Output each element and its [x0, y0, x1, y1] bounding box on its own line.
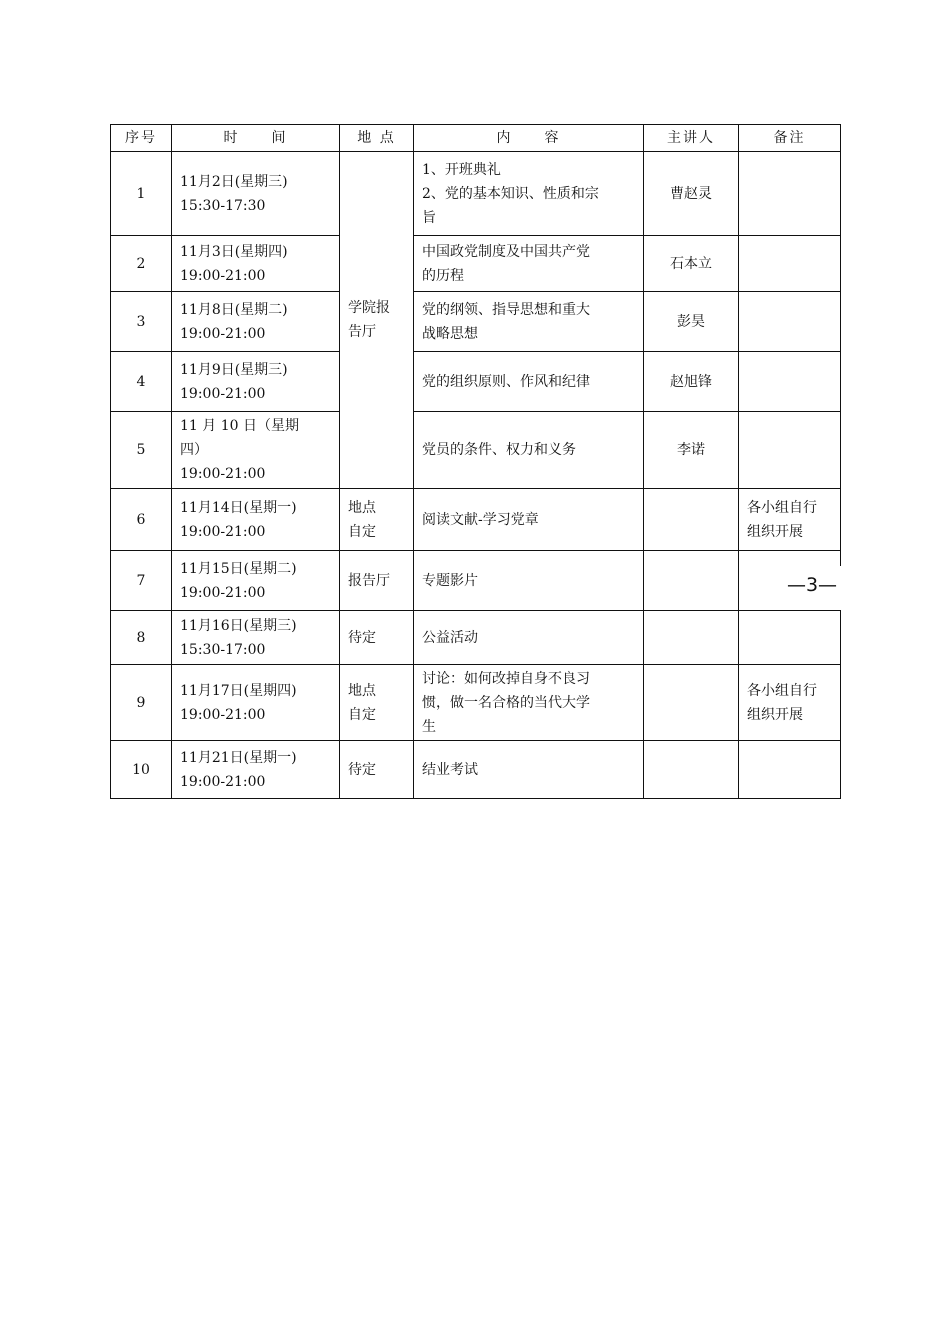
- table-row: [111, 236, 841, 292]
- date-text: 11月15日(星期二): [180, 560, 297, 577]
- note-text: 各小组自行: [747, 682, 817, 699]
- row-number: 8: [111, 611, 172, 665]
- venue-cell: [340, 489, 414, 551]
- time-text: 19:00-21:00: [180, 267, 266, 284]
- time-cell: [172, 412, 340, 489]
- time-text: 15:30-17:30: [180, 197, 266, 214]
- time-cell: [172, 611, 340, 665]
- content-cell: [414, 292, 644, 352]
- time-text: 19:00-21:00: [180, 773, 266, 790]
- date-text: 11月3日(星期四): [180, 243, 288, 260]
- speaker-cell: 李诺: [644, 412, 739, 489]
- content-text: 专题影片: [422, 572, 478, 589]
- date-text: 11月17日(星期四): [180, 682, 297, 699]
- header-cell: 序号: [111, 125, 172, 152]
- row-number: 9: [111, 665, 172, 741]
- venue-text: 报告厅: [348, 572, 390, 589]
- content-text: 党员的条件、权力和义务: [422, 442, 576, 458]
- row-number: 4: [111, 352, 172, 412]
- row-number: 2: [111, 236, 172, 292]
- content-cell: [414, 236, 644, 292]
- note-cell: [739, 352, 841, 412]
- venue-cell: [340, 611, 414, 665]
- time-cell: [172, 551, 340, 611]
- header-cell: 主讲人: [644, 125, 739, 152]
- speaker-cell: [644, 611, 739, 665]
- time-cell: [172, 152, 340, 236]
- venue-text: 地点: [348, 499, 376, 516]
- row-number: 3: [111, 292, 172, 352]
- row-number: 10: [111, 741, 172, 799]
- content-cell: [414, 551, 644, 611]
- content-cell: [414, 611, 644, 665]
- content-text: 1、开班典礼: [422, 161, 501, 178]
- content-text: 公益活动: [422, 629, 478, 646]
- venue-cell: [340, 741, 414, 799]
- content-text: 的历程: [422, 267, 464, 284]
- speaker-cell: 石本立: [644, 236, 739, 292]
- table-row: [111, 352, 841, 412]
- venue-text: 地点: [348, 682, 376, 699]
- time-cell: [172, 352, 340, 412]
- venue-text: 自定: [348, 706, 376, 723]
- speaker-cell: [644, 489, 739, 551]
- table-row: [111, 551, 841, 611]
- content-text: 讨论：如何改掉自身不良习: [422, 670, 590, 687]
- row-number: 5: [111, 412, 172, 489]
- time-cell: [172, 741, 340, 799]
- row-number: 6: [111, 489, 172, 551]
- schedule-table: [110, 124, 841, 799]
- venue-cell: [340, 551, 414, 611]
- table-row: [111, 665, 841, 741]
- row-number: 7: [111, 551, 172, 611]
- content-text: 惯，做一名合格的当代大学: [422, 694, 590, 711]
- content-text: 结业考试: [422, 761, 478, 778]
- content-cell: [414, 665, 644, 741]
- venue-text: 待定: [348, 761, 376, 778]
- header-row: [111, 125, 841, 152]
- header-cell: 地 点: [340, 125, 414, 152]
- time-text: 19:00-21:00: [180, 584, 266, 601]
- time-text: 19:00-21:00: [180, 385, 266, 402]
- content-cell: [414, 741, 644, 799]
- table-row: [111, 412, 841, 489]
- speaker-cell: [644, 665, 739, 741]
- note-cell: [739, 665, 841, 741]
- row-number: 1: [111, 152, 172, 236]
- note-text: 组织开展: [747, 523, 803, 540]
- content-cell: [414, 412, 644, 489]
- content-text: 阅读文献-学习党章: [422, 511, 539, 528]
- table-row: [111, 152, 841, 236]
- note-cell: [739, 489, 841, 551]
- content-text: 旨: [422, 209, 436, 226]
- venue-text: 自定: [348, 523, 376, 540]
- time-text: 19:00-21:00: [180, 706, 266, 723]
- content-cell: [414, 152, 644, 236]
- header-cell: 内 容: [414, 125, 644, 152]
- speaker-cell: 曹赵灵: [644, 152, 739, 236]
- note-text: 组织开展: [747, 706, 803, 723]
- note-cell: [739, 152, 841, 236]
- note-cell: [739, 611, 841, 665]
- date-text: 11 月 10 日（星期: [180, 418, 299, 434]
- note-cell: [739, 236, 841, 292]
- note-cell: [739, 412, 841, 489]
- venue-text: 告厅: [348, 324, 376, 340]
- speaker-cell: [644, 551, 739, 611]
- content-text: 党的纲领、指导思想和重大: [422, 301, 590, 318]
- time-cell: [172, 489, 340, 551]
- venue-text: 学院报: [348, 300, 390, 316]
- note-text: 各小组自行: [747, 499, 817, 516]
- speaker-cell: 赵旭锋: [644, 352, 739, 412]
- page-number: —3—: [772, 566, 852, 610]
- table-row: [111, 741, 841, 799]
- time-text: 19:00-21:00: [180, 325, 266, 342]
- content-cell: [414, 489, 644, 551]
- time-cell: [172, 292, 340, 352]
- header-cell: 备注: [739, 125, 841, 152]
- table-row: [111, 611, 841, 665]
- speaker-cell: 彭昊: [644, 292, 739, 352]
- venue-cell-merged: [340, 152, 414, 489]
- content-text: 党的组织原则、作风和纪律: [422, 373, 590, 390]
- date-text: 11月2日(星期三): [180, 173, 288, 190]
- date-text: 11月8日(星期二): [180, 301, 288, 318]
- date-text: 11月9日(星期三): [180, 361, 288, 378]
- time-text: 15:30-17:00: [180, 641, 266, 658]
- date-text: 11月16日(星期三): [180, 617, 297, 634]
- header-cell: 时 间: [172, 125, 340, 152]
- speaker-cell: [644, 741, 739, 799]
- time-text: 19:00-21:00: [180, 523, 266, 540]
- content-text: 2、党的基本知识、性质和宗: [422, 185, 599, 202]
- venue-cell: [340, 665, 414, 741]
- date-text: 11月21日(星期一): [180, 749, 297, 766]
- date-text: 11月14日(星期一): [180, 499, 297, 516]
- table-row: [111, 292, 841, 352]
- time-cell: [172, 665, 340, 741]
- venue-text: 待定: [348, 629, 376, 646]
- time-text: 19:00-21:00: [180, 466, 266, 482]
- table-row: [111, 489, 841, 551]
- time-cell: [172, 236, 340, 292]
- content-text: 战略思想: [422, 325, 478, 342]
- content-cell: [414, 352, 644, 412]
- note-cell: [739, 292, 841, 352]
- content-text: 中国政党制度及中国共产党: [422, 243, 590, 260]
- content-text: 生: [422, 718, 436, 735]
- date-text: 四）: [180, 442, 208, 458]
- note-cell: [739, 741, 841, 799]
